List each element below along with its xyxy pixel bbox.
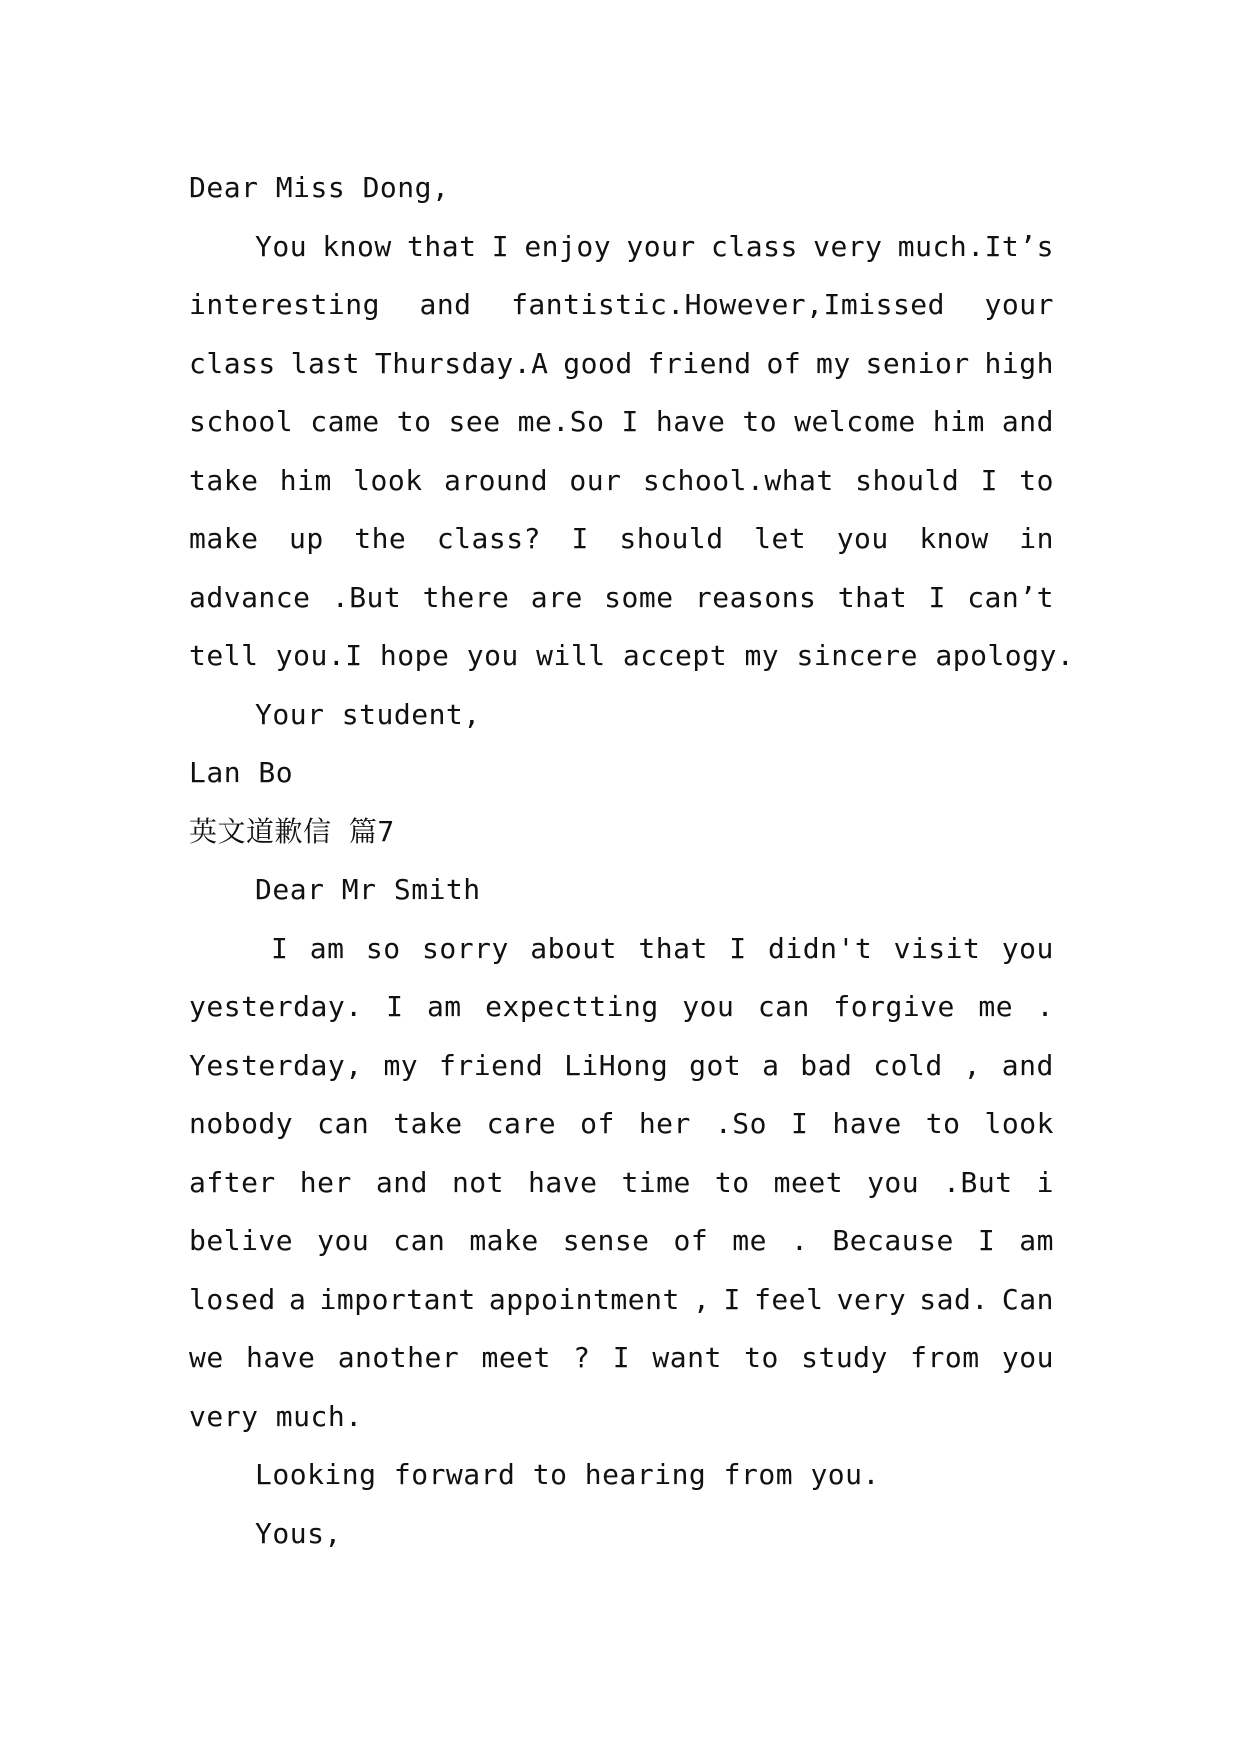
letter1-last-line: tell you.I hope you will accept my sincere apology. xyxy=(189,639,1075,672)
word: reasons xyxy=(694,580,817,614)
word: to xyxy=(396,405,432,438)
word: to xyxy=(744,1341,779,1374)
word: in xyxy=(1019,522,1054,555)
word: him xyxy=(279,463,332,497)
letter1-closing: Your student, xyxy=(255,697,481,731)
word: a xyxy=(288,1282,307,1316)
word: around xyxy=(443,463,549,497)
letter2-body-line xyxy=(189,1037,1054,1096)
word: me xyxy=(978,990,1014,1023)
word: .But xyxy=(943,1165,1013,1199)
word: losed xyxy=(189,1282,276,1316)
letter2-salutation: Dear Mr Smith xyxy=(255,873,481,906)
word: yesterday. xyxy=(189,990,363,1023)
word: didn't xyxy=(768,931,873,965)
word: and xyxy=(375,1165,428,1199)
word: Can xyxy=(1001,1282,1054,1316)
word: sad. xyxy=(919,1282,989,1316)
word: make xyxy=(469,1224,539,1257)
word: ? xyxy=(573,1341,591,1374)
word: are xyxy=(530,580,583,614)
word: . xyxy=(1036,990,1054,1023)
document-content xyxy=(189,159,1075,1563)
word: feel xyxy=(754,1282,824,1316)
word: , xyxy=(693,1282,711,1316)
word: I xyxy=(723,1282,741,1316)
word: have xyxy=(655,405,726,438)
word: time xyxy=(621,1165,691,1199)
word: fantistic.However,Imissed xyxy=(511,288,946,321)
word: friend xyxy=(439,1048,544,1082)
word: school xyxy=(189,405,294,438)
word: friend xyxy=(647,346,752,380)
word: know xyxy=(322,229,392,263)
word: a xyxy=(762,1048,780,1082)
word: meet xyxy=(481,1341,551,1374)
word: last xyxy=(290,346,361,380)
word: got xyxy=(689,1048,742,1082)
word: have xyxy=(832,1107,902,1140)
word: to xyxy=(742,405,778,438)
letter2-body-line xyxy=(189,978,1054,1037)
word: I xyxy=(386,990,404,1023)
word: up xyxy=(288,522,324,555)
word: our xyxy=(569,463,622,497)
word: the xyxy=(354,522,407,555)
word: there xyxy=(422,580,510,614)
word: nobody xyxy=(189,1107,294,1140)
word: , xyxy=(963,1048,981,1082)
word: of xyxy=(766,346,802,380)
letter2-body-line xyxy=(189,1212,1054,1271)
word: look xyxy=(984,1107,1054,1140)
word: him xyxy=(932,405,985,438)
word: you xyxy=(836,522,889,555)
section-heading: 英文道歉信 篇7 xyxy=(189,814,395,848)
word: not xyxy=(451,1165,505,1199)
word: you xyxy=(1001,931,1054,965)
letter1-body-line xyxy=(189,276,1054,335)
word: I xyxy=(491,229,510,263)
word: visit xyxy=(893,931,981,965)
word: LiHong xyxy=(564,1048,669,1082)
word: can xyxy=(757,990,810,1023)
letter2-body xyxy=(189,920,1054,1388)
word: my xyxy=(383,1048,419,1082)
letter1-body xyxy=(189,218,1054,628)
word: you xyxy=(682,990,735,1023)
letter2-body-line xyxy=(189,1154,1054,1213)
word: Because xyxy=(832,1224,954,1257)
letter1-body-line xyxy=(189,510,1054,569)
word: to xyxy=(925,1107,961,1140)
letter2-closing-line: Looking forward to hearing from you. xyxy=(255,1458,880,1491)
letter1-body-line xyxy=(189,218,1054,277)
word: class? xyxy=(436,522,541,555)
letter1-salutation: Dear Miss Dong, xyxy=(189,171,450,204)
word: Thursday.A xyxy=(374,346,549,380)
word: your xyxy=(626,229,696,263)
word: You xyxy=(255,229,308,263)
word: her xyxy=(299,1165,352,1199)
word: I xyxy=(621,405,639,438)
word: know xyxy=(919,522,989,555)
letter1-body-line xyxy=(189,452,1054,511)
word: much.It’s xyxy=(897,229,1054,263)
word: cold xyxy=(873,1048,943,1082)
word: see xyxy=(448,405,501,438)
letter1-signature: Lan Bo xyxy=(189,756,294,789)
word: came xyxy=(310,405,380,438)
letter1-body-line xyxy=(189,569,1054,628)
letter2-body-line xyxy=(189,1271,1054,1330)
word: let xyxy=(754,522,807,555)
word: should xyxy=(855,463,960,497)
letter2-closing: Yous, xyxy=(255,1516,342,1550)
word: belive xyxy=(189,1224,294,1257)
word: can xyxy=(317,1107,370,1140)
word: very xyxy=(813,229,883,263)
word: that xyxy=(407,229,477,263)
word: I xyxy=(571,522,589,555)
word: Yesterday, xyxy=(189,1048,363,1082)
word: interesting xyxy=(189,288,380,321)
word: and xyxy=(1001,405,1054,438)
word: sorry xyxy=(422,931,509,965)
word: of xyxy=(673,1224,709,1257)
word: I xyxy=(271,931,289,965)
word: expectting xyxy=(485,990,659,1023)
word: enjoy xyxy=(524,229,612,263)
word: very xyxy=(836,1282,907,1316)
word: my xyxy=(816,346,851,380)
word: bad xyxy=(800,1048,853,1082)
word: welcome xyxy=(794,405,916,438)
word: that xyxy=(638,931,708,965)
letter2-body-line xyxy=(189,920,1054,979)
word: I xyxy=(612,1341,631,1374)
word: class xyxy=(189,346,276,380)
word: some xyxy=(604,580,674,614)
word: important xyxy=(319,1282,476,1316)
word: forgive xyxy=(833,990,955,1023)
letter2-body-line xyxy=(189,1095,1054,1154)
word: look xyxy=(353,463,423,497)
word: so xyxy=(365,931,401,965)
word: of xyxy=(580,1107,615,1140)
word: after xyxy=(189,1165,276,1199)
word: am xyxy=(1019,1224,1054,1257)
word: class xyxy=(711,229,798,263)
word: have xyxy=(245,1341,316,1374)
word: have xyxy=(528,1165,598,1199)
letter2-body-line xyxy=(189,1329,1054,1388)
word: that xyxy=(837,580,908,614)
letter1-body-line xyxy=(189,393,1054,452)
word: we xyxy=(189,1341,224,1374)
word: you xyxy=(867,1165,920,1199)
word: school.what xyxy=(642,463,834,497)
word: senior xyxy=(865,346,970,380)
word: I xyxy=(729,931,747,965)
word: I xyxy=(928,580,946,614)
letter2-last-line: very much. xyxy=(189,1399,363,1433)
word: from xyxy=(910,1341,980,1374)
word: am xyxy=(426,990,462,1023)
word: her xyxy=(638,1107,691,1140)
word: another xyxy=(337,1341,460,1374)
word: about xyxy=(530,931,618,965)
word: to xyxy=(714,1165,750,1199)
word: . xyxy=(790,1224,809,1257)
word: make xyxy=(189,522,259,555)
word: care xyxy=(486,1107,557,1140)
word: want xyxy=(652,1341,722,1374)
word: study xyxy=(801,1341,888,1374)
word: you xyxy=(1001,1341,1054,1374)
word: .But xyxy=(331,580,402,614)
word: appointment xyxy=(488,1282,680,1316)
word: and xyxy=(1001,1048,1054,1082)
word: take xyxy=(393,1107,463,1140)
word: your xyxy=(984,288,1054,321)
word: meet xyxy=(773,1165,844,1199)
word: I xyxy=(980,463,998,497)
word: and xyxy=(419,288,472,321)
word: I xyxy=(977,1224,996,1257)
word: am xyxy=(309,931,345,965)
word: i xyxy=(1036,1165,1054,1199)
word: me.So xyxy=(517,405,605,438)
word: can’t xyxy=(967,580,1054,614)
word: sense xyxy=(562,1224,650,1257)
word: can xyxy=(393,1224,446,1257)
word: advance xyxy=(189,580,311,614)
word: me xyxy=(732,1224,767,1257)
word: should xyxy=(619,522,724,555)
word: take xyxy=(189,463,259,497)
word: high xyxy=(984,346,1054,380)
word: good xyxy=(563,346,633,380)
word: I xyxy=(790,1107,809,1140)
word: you xyxy=(317,1224,370,1257)
word: to xyxy=(1019,463,1054,497)
word: .So xyxy=(714,1107,767,1140)
letter1-body-line xyxy=(189,335,1054,394)
